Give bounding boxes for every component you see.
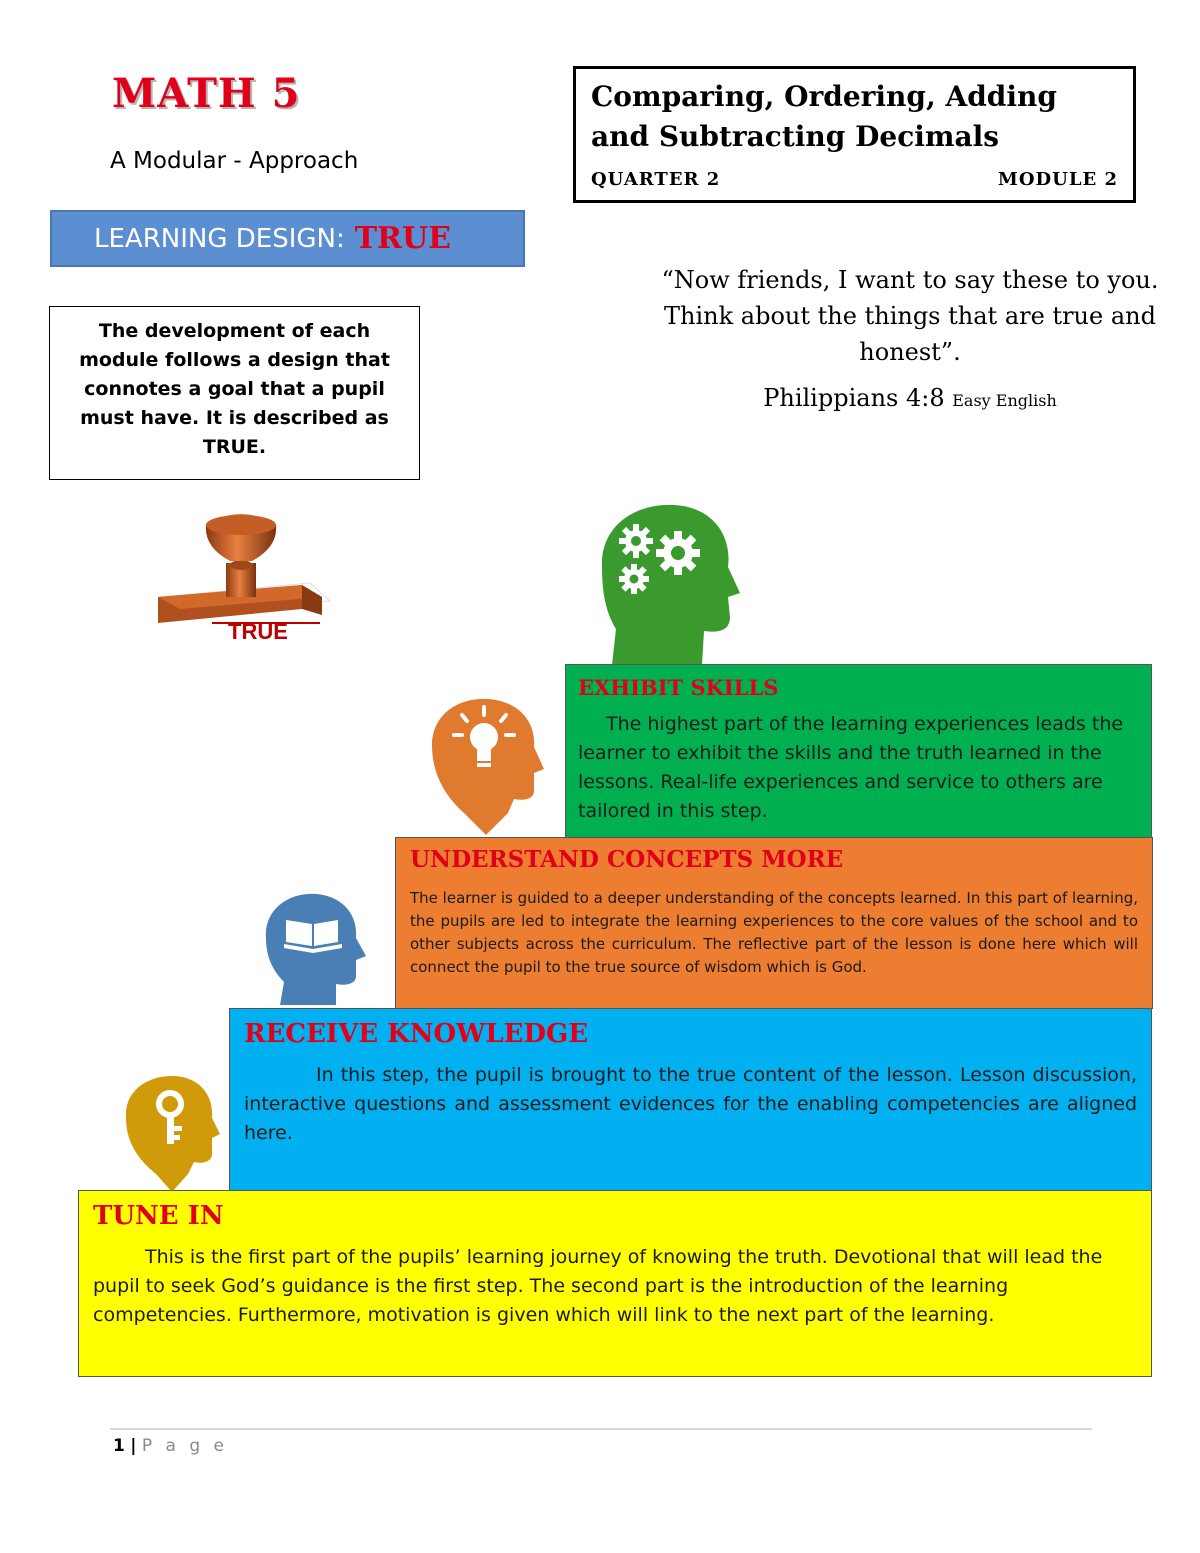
book-head-icon xyxy=(262,890,366,1005)
bible-quote: “Now friends, I want to say these to you. Think about the things that are true and honest”. xyxy=(661,266,1159,366)
module-meta xyxy=(591,169,1118,190)
page-number: 1 xyxy=(113,1436,125,1456)
step-exhibit-skills xyxy=(565,664,1152,840)
gears-head-icon xyxy=(582,497,742,667)
stamp-icon xyxy=(150,505,335,642)
design-description: The development of each module follows a design that connotes a goal that a pupil must have. It is described as TRUE. xyxy=(49,306,420,480)
quarter-label: QUARTER 2 xyxy=(591,169,721,190)
step-receive-knowledge xyxy=(229,1008,1152,1191)
step-receive-title: RECEIVE KNOWLEDGE xyxy=(244,1019,589,1049)
key-head-icon xyxy=(122,1074,222,1192)
step-understand-title: UNDERSTAND CONCEPTS MORE xyxy=(410,846,844,873)
page-footer xyxy=(113,1436,228,1456)
learning-design-banner xyxy=(50,210,525,267)
lightbulb-head-icon xyxy=(428,695,546,837)
module-number: MODULE 2 xyxy=(997,169,1118,190)
step-tune-text: This is the first part of the pupils’ learning journey of knowing the truth. Devotional that will lead the pupil to seek God’s guidance is the first step. The second part is the introduction of the learning competencies. Furthermore, motivation is given which will link to the next part of the learning. xyxy=(93,1246,1103,1326)
stamp-label: TRUE xyxy=(228,619,288,642)
step-tune-in xyxy=(78,1190,1152,1377)
step-receive-text: In this step, the pupil is brought to the true content of the lesson. Lesson discussion, interactive questions and assessment evidences for the enabling competencies are aligned here. xyxy=(244,1064,1137,1144)
step-exhibit-title: EXHIBIT SKILLS xyxy=(578,675,779,700)
learning-design-tag: TRUE xyxy=(354,221,452,256)
step-exhibit-text: The highest part of the learning experiences leads the learner to exhibit the skills and the truth learned in the lessons. Real-life experiences and service to others are tailored in this step. xyxy=(578,713,1124,822)
step-understand-text: The learner is guided to a deeper understanding of the concepts learned. In this part of learning, the pupils are led to integrate the learning experiences to the core values of the school and to other subjects across the curriculum. The reflective part of the lesson is done here which will connect the pupil to the true source of wisdom which is God. xyxy=(410,889,1138,976)
step-understand-concepts xyxy=(395,837,1153,1009)
verse-citation: Philippians 4:8 xyxy=(763,384,945,412)
page-label: P a g e xyxy=(141,1436,229,1456)
verse-reference xyxy=(640,384,1180,412)
page-title: MATH 5 xyxy=(112,70,301,117)
module-info-box xyxy=(573,66,1136,203)
learning-design-label: LEARNING DESIGN: xyxy=(94,223,345,254)
footer-separator: | xyxy=(130,1436,137,1456)
page-subtitle: A Modular - Approach xyxy=(110,148,359,174)
footer-divider xyxy=(110,1428,1092,1430)
module-title: Comparing, Ordering, Adding and Subtracting Decimals xyxy=(591,80,1057,153)
step-tune-title: TUNE IN xyxy=(93,1201,224,1231)
verse-version: Easy English xyxy=(952,391,1057,410)
